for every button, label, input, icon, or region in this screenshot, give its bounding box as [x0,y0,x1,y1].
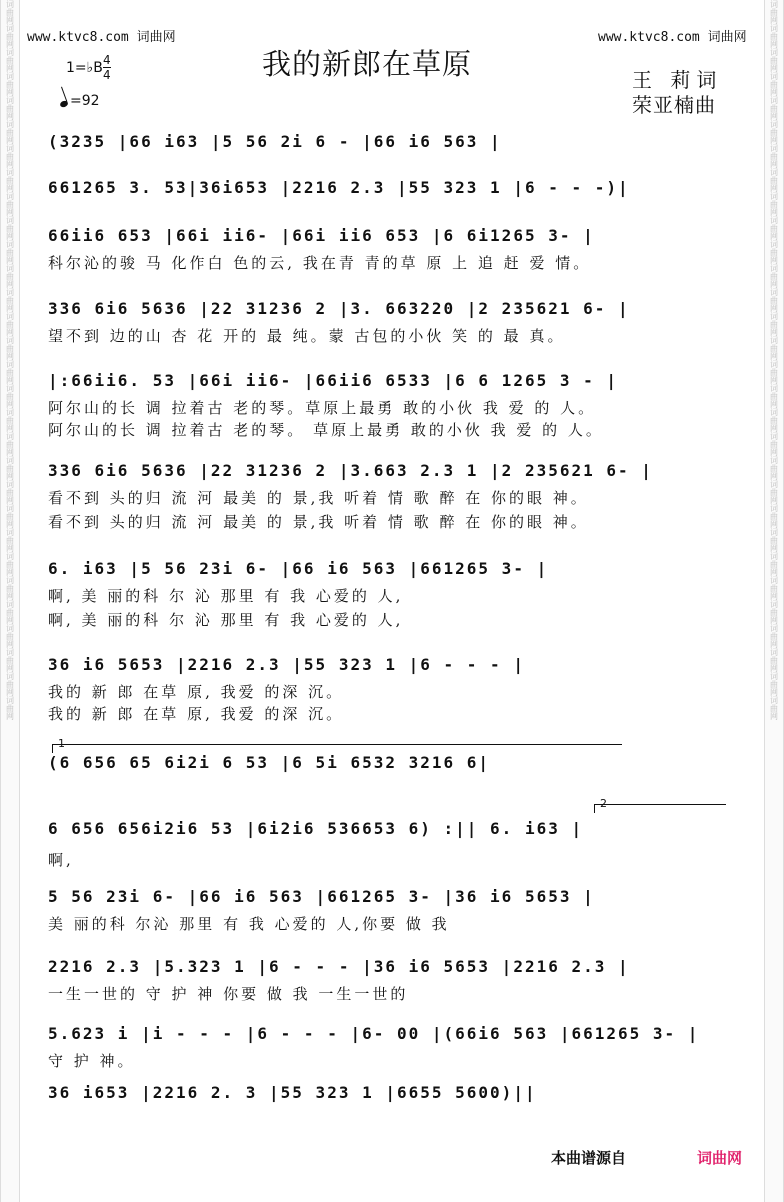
first-ending-bracket [52,744,622,745]
lyric-line: 美 丽的科 尔沁 那里 有 我 心爱的 人,你要 做 我 [48,915,450,933]
notation-line: 6 656 656i2i6 53 |6i2i6 536653 6) :|| 6. i63 | [48,819,584,838]
notation-line: 6. i63 |5 56 23i 6- |66 i6 563 |661265 3- | [48,559,549,578]
lyric-line: 啊, 美 丽的科 尔 沁 那里 有 我 心爱的 人, [48,587,404,605]
lyric-line: 阿尔山的长 调 拉着古 老的琴。草原上最勇 敢的小伙 我 爱 的 人。 [48,399,597,417]
lyric-line: 看不到 头的归 流 河 最美 的 景,我 听着 情 歌 醉 在 你的眼 神。 [48,513,589,531]
lyric-line: 科尔沁的骏 马 化作白 色的云, 我在青 青的草 原 上 追 赶 爱 情。 [48,254,592,272]
lyric-line: 守 护 神。 [48,1052,136,1070]
second-ending-bracket [594,804,726,805]
lyric-line: 我的 新 郎 在草 原, 我爱 的深 沉。 [48,683,345,701]
notation-line: 5.623 i |i - - - |6 - - - |6- 00 |(66i6 563 |661265 3- | [48,1024,700,1043]
right-watermark-strip: 词曲网 词曲网 词曲网 词曲网 词曲网 词曲网 词曲网 词曲网 词曲网 词曲网 词曲网 词曲网 词曲网 词曲网 词曲网 词曲网 词曲网 词曲网 词曲网 词曲网 词曲网 词曲网 词曲网 词曲网 词曲网 词曲网 词曲网 词曲网 词曲网 词曲网 [764,0,784,1202]
second-ending-number: 2 [600,797,607,810]
source-brand-link[interactable]: 词曲网 [697,1149,743,1167]
lyric-line: 啊, 美 丽的科 尔 沁 那里 有 我 心爱的 人, [48,611,404,629]
lyric-line: 我的 新 郎 在草 原, 我爱 的深 沉。 [48,705,345,723]
source-label: 本曲谱源自 [551,1149,627,1167]
notation-line: |:66ii6. 53 |66i ii6- |66ii6 6533 |6 6 1265 3 - | [48,371,619,390]
notation-line: 336 6i6 5636 |22 31236 2 |3. 663220 |2 235621 6- | [48,299,630,318]
site-url-left[interactable]: www.ktvc8.com 词曲网 [27,30,176,45]
site-url-right[interactable]: www.ktvc8.com 词曲网 [598,30,747,45]
left-watermark-strip: 词曲网 词曲网 词曲网 词曲网 词曲网 词曲网 词曲网 词曲网 词曲网 词曲网 词曲网 词曲网 词曲网 词曲网 词曲网 词曲网 词曲网 词曲网 词曲网 词曲网 词曲网 词曲网 词曲网 词曲网 词曲网 词曲网 词曲网 词曲网 词曲网 词曲网 [0,0,20,1202]
notation-line: 661265 3. 53|36i653 |2216 2.3 |55 323 1 |6 - - -)| [48,178,630,197]
first-ending-number: 1 [58,737,65,750]
lyric-line: 啊, [48,851,74,869]
lyric-line: 阿尔山的长 调 拉着古 老的琴。 草原上最勇 敢的小伙 我 爱 的 人。 [48,421,604,439]
notation-line: (3235 |66 i63 |5 56 2i 6 - |66 i6 563 | [48,132,502,151]
notation-line: 36 i653 |2216 2. 3 |55 323 1 |6655 5600)|| [48,1083,537,1102]
notation-line: 336 6i6 5636 |22 31236 2 |3.663 2.3 1 |2 235621 6- | [48,461,653,480]
notation-line: 66ii6 653 |66i ii6- |66i ii6 653 |6 6i1265 3- | [48,226,595,245]
time-signature: 4 4 [103,53,111,82]
composer-credit: 荣亚楠曲 [632,93,716,117]
notation-line: 36 i6 5653 |2216 2.3 |55 323 1 |6 - - - | [48,655,525,674]
key-signature: 1=♭B [66,60,103,76]
song-title: 我的新郎在草原 [262,47,473,81]
lyric-line: 一生一世的 守 护 神 你要 做 我 一生一世的 [48,985,409,1003]
notation-line: 5 56 23i 6- |66 i6 563 |661265 3- |36 i6 5653 | [48,887,595,906]
lyric-line: 看不到 头的归 流 河 最美 的 景,我 听着 情 歌 醉 在 你的眼 神。 [48,489,589,507]
notation-line: (6 656 65 6i2i 6 53 |6 5i 6532 3216 6| [48,753,491,772]
lyric-line: 望不到 边的山 杏 花 开的 最 纯。蒙 古包的小伙 笑 的 最 真。 [48,327,566,345]
notation-line: 2216 2.3 |5.323 1 |6 - - - |36 i6 5653 |2216 2.3 | [48,957,630,976]
lyricist-credit: 王 莉词 [632,68,723,92]
quarter-note-icon [59,100,69,108]
tempo-marking: =92 [60,93,100,109]
